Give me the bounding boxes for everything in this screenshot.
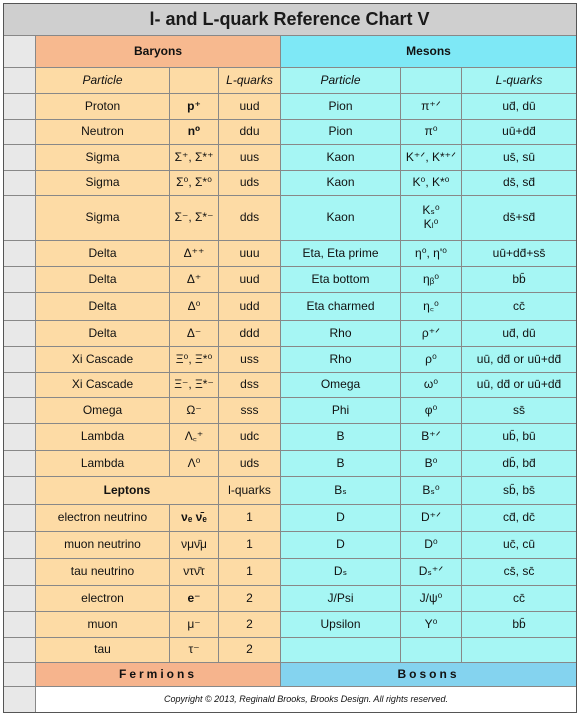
meson-symbol: D⁺ᐟ xyxy=(401,505,462,532)
meson-symbol: Dₛ⁺ᐟ xyxy=(401,559,462,586)
baryon-lquarks: uuu xyxy=(219,241,281,267)
baryon-name: Proton xyxy=(36,94,170,120)
meson-name: Omega xyxy=(281,373,401,398)
gutter-cell xyxy=(3,586,36,612)
baryon-name: Lambda xyxy=(36,424,170,451)
meson-symbol: Bₛ⁰ xyxy=(401,477,462,505)
lepton-lquarks: 1 xyxy=(219,505,281,532)
meson-lquarks: ss̄ xyxy=(462,398,577,424)
meson-lquarks: cs̄, sc̄ xyxy=(462,559,577,586)
meson-lquarks: ds̄+sd̄ xyxy=(462,196,577,241)
meson-name: Pion xyxy=(281,120,401,145)
lepton-name: tau neutrino xyxy=(36,559,170,586)
meson-symbol: ρ⁰ xyxy=(401,347,462,373)
meson-symbol: ω⁰ xyxy=(401,373,462,398)
meson-name: J/Psi xyxy=(281,586,401,612)
meson-lquarks: bb̄ xyxy=(462,612,577,638)
meson-symbol: φ⁰ xyxy=(401,398,462,424)
lepton-lquarks: 1 xyxy=(219,559,281,586)
gutter-cell xyxy=(3,612,36,638)
lepton-lquarks: 1 xyxy=(219,532,281,559)
gutter-cell xyxy=(3,171,36,196)
lepton-lquarks: 2 xyxy=(219,612,281,638)
baryon-symbol: Λ꜀⁺ xyxy=(170,424,219,451)
meson-name: Rho xyxy=(281,321,401,347)
meson-lquarks: uū, dd̄ or uū+dd̄ xyxy=(462,347,577,373)
meson-lquarks: uc̄, cū xyxy=(462,532,577,559)
meson-lquarks: uū+dd̄+ss̄ xyxy=(462,241,577,267)
lepton-lquarks: 2 xyxy=(219,638,281,663)
lepton-name: muon neutrino xyxy=(36,532,170,559)
leptons-header: Leptons xyxy=(36,477,219,505)
gutter-cell xyxy=(3,293,36,321)
meson-lquarks: bb̄ xyxy=(462,267,577,293)
fermions-footer: Fermions xyxy=(36,663,281,687)
meson-symbol xyxy=(401,638,462,663)
baryon-symbol: Ξ⁰, Ξ*⁰ xyxy=(170,347,219,373)
baryon-name: Delta xyxy=(36,267,170,293)
lepton-symbol: e⁻ xyxy=(170,586,219,612)
lepton-symbol: ντν̄τ xyxy=(170,559,219,586)
meson-symbol: π⁰ xyxy=(401,120,462,145)
meson-symbol: π⁺ᐟ xyxy=(401,94,462,120)
meson-lquarks: cd̄, dc̄ xyxy=(462,505,577,532)
baryon-name: Delta xyxy=(36,293,170,321)
baryon-symbol: Δ⁻ xyxy=(170,321,219,347)
meson-symbol: ρ⁺ᐟ xyxy=(401,321,462,347)
baryon-symbol: Δ⁰ xyxy=(170,293,219,321)
baryon-lquarks: uud xyxy=(219,94,281,120)
meson-lquarks: ud̄, dū xyxy=(462,321,577,347)
meson-name: Bₛ xyxy=(281,477,401,505)
baryon-symbol: Ξ⁻, Ξ*⁻ xyxy=(170,373,219,398)
gutter-cell xyxy=(3,505,36,532)
baryon-symbol: Σ⁻, Σ*⁻ xyxy=(170,196,219,241)
baryon-symbol: Ω⁻ xyxy=(170,398,219,424)
baryon-name: Xi Cascade xyxy=(36,373,170,398)
meson-lquarks xyxy=(462,638,577,663)
gutter-cell xyxy=(3,68,36,94)
baryon-name: Delta xyxy=(36,241,170,267)
meson-name: Eta charmed xyxy=(281,293,401,321)
baryon-symbol: Σ⁰, Σ*⁰ xyxy=(170,171,219,196)
baryon-lquarks-col-header: L-quarks xyxy=(219,68,281,94)
meson-lquarks: ds̄, sd̄ xyxy=(462,171,577,196)
baryon-name: Sigma xyxy=(36,196,170,241)
baryon-lquarks: ddd xyxy=(219,321,281,347)
meson-name: Rho xyxy=(281,347,401,373)
baryon-name: Omega xyxy=(36,398,170,424)
meson-symbol: B⁺ᐟ xyxy=(401,424,462,451)
meson-symbol-col-header xyxy=(401,68,462,94)
meson-symbol: K⁰, K*⁰ xyxy=(401,171,462,196)
meson-name: Kaon xyxy=(281,171,401,196)
gutter-cell xyxy=(3,424,36,451)
meson-lquarks: us̄, sū xyxy=(462,145,577,171)
gutter-cell xyxy=(3,559,36,586)
lepton-name: tau xyxy=(36,638,170,663)
meson-particle-col-header: Particle xyxy=(281,68,401,94)
baryon-lquarks: ddu xyxy=(219,120,281,145)
gutter-cell xyxy=(3,477,36,505)
meson-name: Phi xyxy=(281,398,401,424)
gutter-cell xyxy=(3,373,36,398)
meson-symbol: η꜀⁰ xyxy=(401,293,462,321)
meson-symbol: ηᵦ⁰ xyxy=(401,267,462,293)
baryon-lquarks: uss xyxy=(219,347,281,373)
meson-symbol xyxy=(401,196,462,241)
baryon-lquarks: uds xyxy=(219,451,281,477)
baryon-symbol: Σ⁺, Σ*⁺ xyxy=(170,145,219,171)
copyright-notice: Copyright © 2013, Reginald Brooks, Brooks Design. All rights reserved. xyxy=(36,687,577,713)
meson-symbol: D⁰ xyxy=(401,532,462,559)
meson-lquarks: sb̄, bs̄ xyxy=(462,477,577,505)
lepton-symbol: νμν̄μ xyxy=(170,532,219,559)
gutter-cell xyxy=(3,321,36,347)
baryon-name: Lambda xyxy=(36,451,170,477)
meson-name: Dₛ xyxy=(281,559,401,586)
gutter-cell xyxy=(3,451,36,477)
baryon-name: Sigma xyxy=(36,171,170,196)
reference-chart xyxy=(3,3,577,713)
meson-name: B xyxy=(281,451,401,477)
baryon-lquarks: uds xyxy=(219,171,281,196)
meson-name: Eta bottom xyxy=(281,267,401,293)
meson-lquarks: db̄, bd̄ xyxy=(462,451,577,477)
baryon-symbol: Λ⁰ xyxy=(170,451,219,477)
baryon-name: Sigma xyxy=(36,145,170,171)
lepton-name: muon xyxy=(36,612,170,638)
meson-symbol: J/ψ⁰ xyxy=(401,586,462,612)
baryon-name: Neutron xyxy=(36,120,170,145)
baryon-lquarks: udc xyxy=(219,424,281,451)
gutter-cell xyxy=(3,347,36,373)
leptons-lquarks-header: l-quarks xyxy=(219,477,281,505)
meson-symbol-line: Kₛ⁰ xyxy=(422,203,440,218)
baryon-symbol: n⁰ xyxy=(170,120,219,145)
meson-name: D xyxy=(281,505,401,532)
meson-lquarks: cc̄ xyxy=(462,586,577,612)
baryon-symbol: Δ⁺ xyxy=(170,267,219,293)
gutter-cell xyxy=(3,36,36,68)
meson-name: Eta, Eta prime xyxy=(281,241,401,267)
bosons-footer: Bosons xyxy=(281,663,577,687)
meson-symbol: Υ⁰ xyxy=(401,612,462,638)
gutter-cell xyxy=(3,120,36,145)
gutter-cell xyxy=(3,145,36,171)
meson-lquarks: uū, dd̄ or uū+dd̄ xyxy=(462,373,577,398)
baryon-particle-col-header: Particle xyxy=(36,68,170,94)
baryon-lquarks: dss xyxy=(219,373,281,398)
meson-name: B xyxy=(281,424,401,451)
baryon-lquarks: sss xyxy=(219,398,281,424)
gutter-cell xyxy=(3,398,36,424)
gutter-cell xyxy=(3,663,36,687)
gutter-cell xyxy=(3,532,36,559)
baryons-header: Baryons xyxy=(36,36,281,68)
baryon-symbol: p⁺ xyxy=(170,94,219,120)
meson-name: Upsilon xyxy=(281,612,401,638)
gutter-cell xyxy=(3,196,36,241)
baryon-symbol: Δ⁺⁺ xyxy=(170,241,219,267)
meson-symbol: η⁰, η'⁰ xyxy=(401,241,462,267)
meson-name xyxy=(281,638,401,663)
lepton-lquarks: 2 xyxy=(219,586,281,612)
lepton-symbol: τ⁻ xyxy=(170,638,219,663)
meson-name: Kaon xyxy=(281,196,401,241)
gutter-cell xyxy=(3,94,36,120)
gutter-cell xyxy=(3,638,36,663)
lepton-name: electron neutrino xyxy=(36,505,170,532)
lepton-symbol: μ⁻ xyxy=(170,612,219,638)
baryon-lquarks: udd xyxy=(219,293,281,321)
gutter-cell xyxy=(3,241,36,267)
meson-lquarks: ud̄, dū xyxy=(462,94,577,120)
meson-name: Kaon xyxy=(281,145,401,171)
meson-name: Pion xyxy=(281,94,401,120)
meson-symbol: K⁺ᐟ, K*⁺ᐟ xyxy=(401,145,462,171)
gutter-cell xyxy=(3,267,36,293)
chart-title: l- and L-quark Reference Chart V xyxy=(3,3,577,36)
mesons-header: Mesons xyxy=(281,36,577,68)
meson-symbol-line: Kₗ⁰ xyxy=(423,217,439,231)
baryon-lquarks: dds xyxy=(219,196,281,241)
meson-lquarks: uū+dd̄ xyxy=(462,120,577,145)
meson-name: D xyxy=(281,532,401,559)
baryon-symbol-col-header xyxy=(170,68,219,94)
lepton-name: electron xyxy=(36,586,170,612)
meson-lquarks-col-header: L-quarks xyxy=(462,68,577,94)
lepton-symbol: νₑ ν̄ₑ xyxy=(170,505,219,532)
gutter-cell xyxy=(3,687,36,713)
baryon-lquarks: uus xyxy=(219,145,281,171)
meson-lquarks: ub̄, bū xyxy=(462,424,577,451)
meson-symbol: B⁰ xyxy=(401,451,462,477)
baryon-name: Delta xyxy=(36,321,170,347)
meson-lquarks: cc̄ xyxy=(462,293,577,321)
baryon-lquarks: uud xyxy=(219,267,281,293)
baryon-name: Xi Cascade xyxy=(36,347,170,373)
